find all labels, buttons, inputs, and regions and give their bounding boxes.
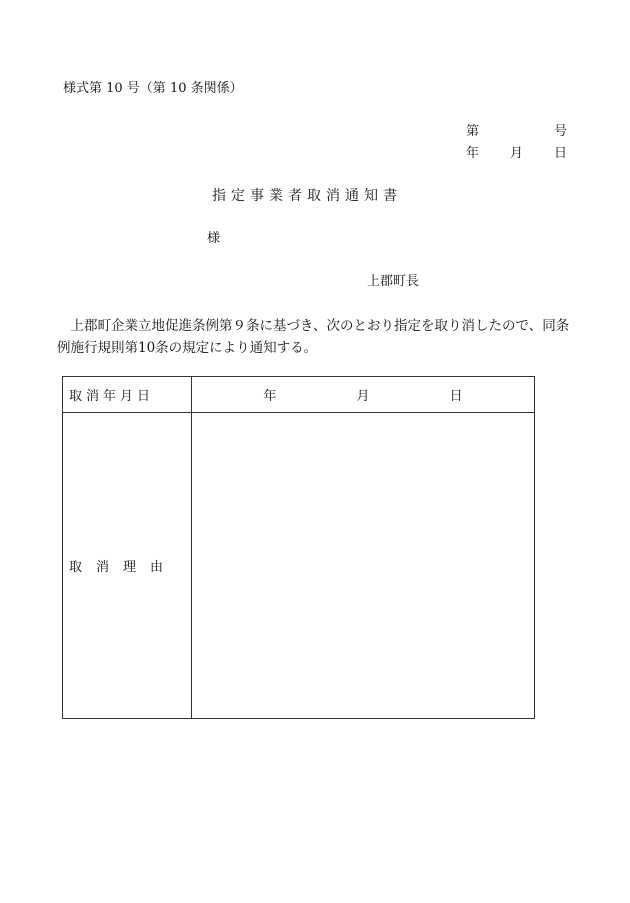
document-number-suffix: 号: [554, 124, 568, 139]
recipient-honorific: 様: [207, 231, 221, 246]
issuer-name: 上郡町長: [367, 274, 420, 289]
document-number-block: [466, 125, 566, 169]
document-number-row: [466, 125, 566, 147]
document-date-row: [466, 147, 566, 169]
document-number-prefix: 第: [466, 124, 480, 139]
cancellation-date-label-cell: [63, 377, 192, 413]
document-date-year: 年: [466, 146, 480, 161]
document-title: 指定事業者取消通知書: [212, 188, 402, 204]
notice-body-text: 上郡町企業立地促進条例第９条に基づき、次のとおり指定を取り消したので、同条例施行規則第10条の規定により通知する。: [57, 318, 570, 356]
cancellation-reason-label: 取消理由: [69, 560, 178, 575]
cancellation-date-value: 年 月 日: [263, 389, 501, 404]
document-date-month: 月: [510, 146, 524, 161]
cancellation-reason-label-cell: [63, 413, 192, 719]
cancellation-reason-value-cell: [192, 413, 535, 719]
cancellation-date-label: 取消年月日: [69, 389, 155, 404]
form-number: 様式第 10 号（第 10 条関係）: [63, 81, 243, 96]
cancellation-date-row: [63, 377, 535, 413]
cancellation-date-value-cell: [192, 377, 535, 413]
notice-table: [62, 376, 535, 719]
cancellation-reason-row: [63, 413, 535, 719]
document-date-day: 日: [554, 146, 568, 161]
